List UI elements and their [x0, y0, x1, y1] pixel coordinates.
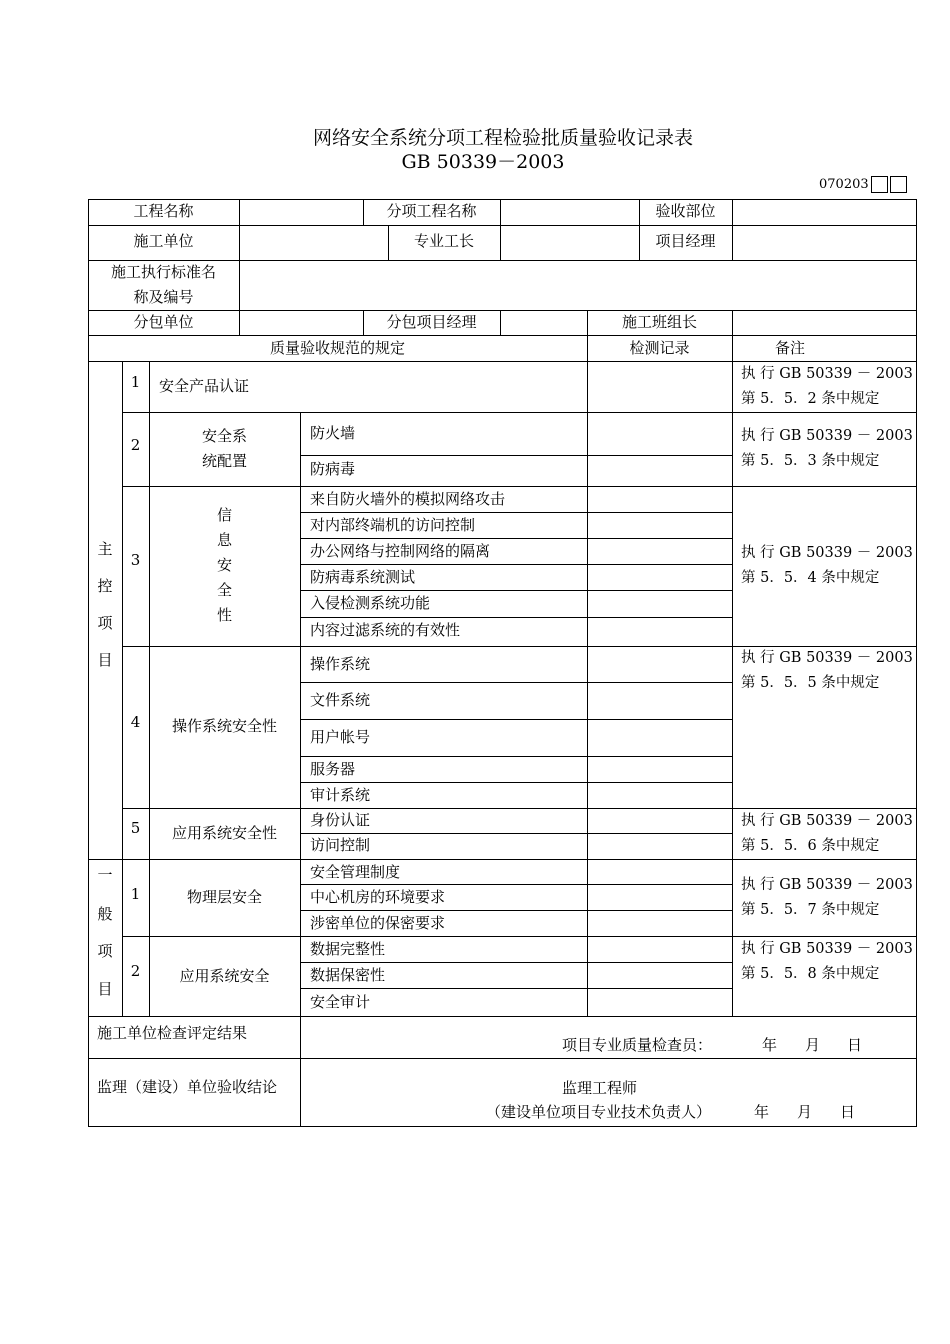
- sub-item: 涉密单位的保密要求: [310, 914, 446, 932]
- label-year: 年: [754, 1103, 770, 1121]
- record-cell[interactable]: [588, 413, 732, 455]
- sub-item: 防病毒: [310, 460, 356, 478]
- value-subproject-name[interactable]: [501, 199, 639, 225]
- label-construction-unit: 施工单位: [133, 232, 194, 250]
- sub-item: 防病毒系统测试: [310, 568, 416, 586]
- sub-item: 安全管理制度: [310, 863, 401, 881]
- sub-item: 服务器: [310, 760, 356, 778]
- item-name: 安全系: [201, 427, 247, 445]
- group-main-char-4: 目: [97, 651, 113, 669]
- remark-line: 第 5．5．2 条中规定: [741, 391, 880, 407]
- item-name-char: 信: [216, 506, 232, 524]
- label-inspector: 项目专业质量检查员：: [562, 1036, 713, 1054]
- sub-item: 数据完整性: [310, 940, 386, 958]
- remark-line: 第 5．5．7 条中规定: [741, 902, 880, 918]
- label-project-name: 工程名称: [133, 202, 194, 220]
- record-cell[interactable]: [588, 362, 732, 412]
- item-number: 3: [130, 551, 141, 569]
- remark-line: 第 5．5．6 条中规定: [741, 838, 880, 854]
- label-month: 月: [805, 1036, 821, 1054]
- sub-item: 对内部终端机的访问控制: [310, 516, 476, 534]
- label-construction-result: 施工单位检查评定结果: [97, 1024, 248, 1042]
- col-header-record: 检测记录: [629, 339, 690, 357]
- remark-line: 执 行 GB 50339 － 2003: [741, 428, 913, 444]
- item-number: 1: [130, 373, 141, 391]
- sub-item: 操作系统: [310, 655, 371, 673]
- group-general-char-3: 项: [97, 942, 113, 960]
- remark-line: 执 行 GB 50339 － 2003: [741, 545, 913, 561]
- label-supervisor: 监理工程师: [562, 1079, 638, 1097]
- value-construction-unit[interactable]: [240, 226, 388, 260]
- item-name-char: 全: [216, 581, 232, 599]
- value-foreman[interactable]: [501, 226, 639, 260]
- item-name: 物理层安全: [186, 888, 262, 906]
- value-project-name[interactable]: [240, 199, 363, 225]
- group-general-char-2: 般: [97, 905, 113, 923]
- sub-item: 访问控制: [310, 836, 371, 854]
- sub-item: 安全审计: [310, 993, 371, 1011]
- item-name: 应用系统安全性: [171, 824, 277, 842]
- item-number: 5: [130, 819, 141, 837]
- item-name-char: 息: [216, 531, 232, 549]
- group-main-char-2: 控: [97, 577, 113, 595]
- sub-item: 入侵检测系统功能: [310, 594, 431, 612]
- group-main-char-1: 主: [97, 540, 113, 558]
- label-subproject-name: 分项工程名称: [386, 202, 477, 220]
- item-number: 1: [130, 885, 141, 903]
- form-title-standard: GB 50339－2003: [401, 151, 565, 173]
- item-name: 安全产品认证: [159, 377, 250, 395]
- sub-item: 中心机房的环境要求: [310, 888, 446, 906]
- item-number: 2: [130, 436, 141, 454]
- form-title-main: 网络安全系统分项工程检验批质量验收记录表: [312, 127, 693, 149]
- remark-line: 执 行 GB 50339 － 2003: [741, 941, 913, 957]
- sub-item: 内容过滤系统的有效性: [310, 621, 461, 639]
- item-name: 操作系统安全性: [171, 717, 277, 735]
- label-day: 日: [847, 1036, 863, 1054]
- col-header-spec: 质量验收规范的规定: [269, 339, 405, 357]
- sub-item: 用户帐号: [310, 728, 371, 746]
- sub-item: 数据保密性: [310, 966, 386, 984]
- group-main-char-3: 项: [97, 614, 113, 632]
- label-team-leader: 施工班组长: [621, 313, 697, 331]
- label-sub-project-manager: 分包项目经理: [386, 313, 477, 331]
- item-name: 统配置: [201, 452, 247, 470]
- sub-item: 身份认证: [310, 811, 371, 829]
- remark-line: 第 5．5．4 条中规定: [741, 570, 880, 586]
- value-sub-project-manager[interactable]: [501, 311, 587, 335]
- record-cell[interactable]: [588, 456, 732, 486]
- label-subcontractor: 分包单位: [133, 313, 194, 331]
- item-name-char: 性: [216, 606, 232, 624]
- label-supervision-conclusion: 监理（建设）单位验收结论: [97, 1078, 278, 1096]
- label-owner-rep: （建设单位项目专业技术负责人）: [486, 1103, 712, 1121]
- label-foreman: 专业工长: [413, 232, 474, 250]
- remark-line: 第 5．5．3 条中规定: [741, 453, 880, 469]
- sub-item: 文件系统: [310, 691, 371, 709]
- sub-item: 来自防火墙外的模拟网络攻击: [310, 490, 506, 508]
- item-number: 2: [130, 962, 141, 980]
- remark-line: 第 5．5．5 条中规定: [741, 675, 880, 691]
- label-project-manager: 项目经理: [655, 232, 716, 250]
- remark-line: 执 行 GB 50339 － 2003: [741, 366, 913, 382]
- sub-item: 防火墙: [310, 424, 356, 442]
- remark-line: 执 行 GB 50339 － 2003: [741, 650, 913, 666]
- form-code-text: 070203: [819, 176, 869, 192]
- value-acceptance-part[interactable]: [733, 199, 916, 225]
- group-general-char-1: 一: [97, 866, 113, 884]
- sub-item: 审计系统: [310, 786, 371, 804]
- label-day: 日: [840, 1103, 856, 1121]
- remark-line: 执 行 GB 50339 － 2003: [741, 877, 913, 893]
- item-number: 4: [130, 713, 141, 731]
- value-team-leader[interactable]: [733, 311, 916, 335]
- value-subcontractor[interactable]: [240, 311, 363, 335]
- remark-line: 执 行 GB 50339 － 2003: [741, 813, 913, 829]
- item-name-char: 安: [216, 556, 232, 574]
- remark-line: 第 5．5．8 条中规定: [741, 966, 880, 982]
- sub-item: 办公网络与控制网络的隔离: [310, 542, 491, 560]
- item-name: 应用系统安全: [179, 967, 270, 985]
- label-month: 月: [797, 1103, 813, 1121]
- label-year: 年: [762, 1036, 778, 1054]
- value-standard[interactable]: [240, 261, 916, 310]
- value-project-manager[interactable]: [733, 226, 916, 260]
- col-header-remark: 备注: [775, 339, 806, 357]
- group-general-char-4: 目: [97, 980, 113, 998]
- label-standard-line2: 称及编号: [133, 288, 194, 306]
- label-acceptance-part: 验收部位: [655, 202, 716, 220]
- label-standard-line1: 施工执行标准名: [110, 263, 216, 281]
